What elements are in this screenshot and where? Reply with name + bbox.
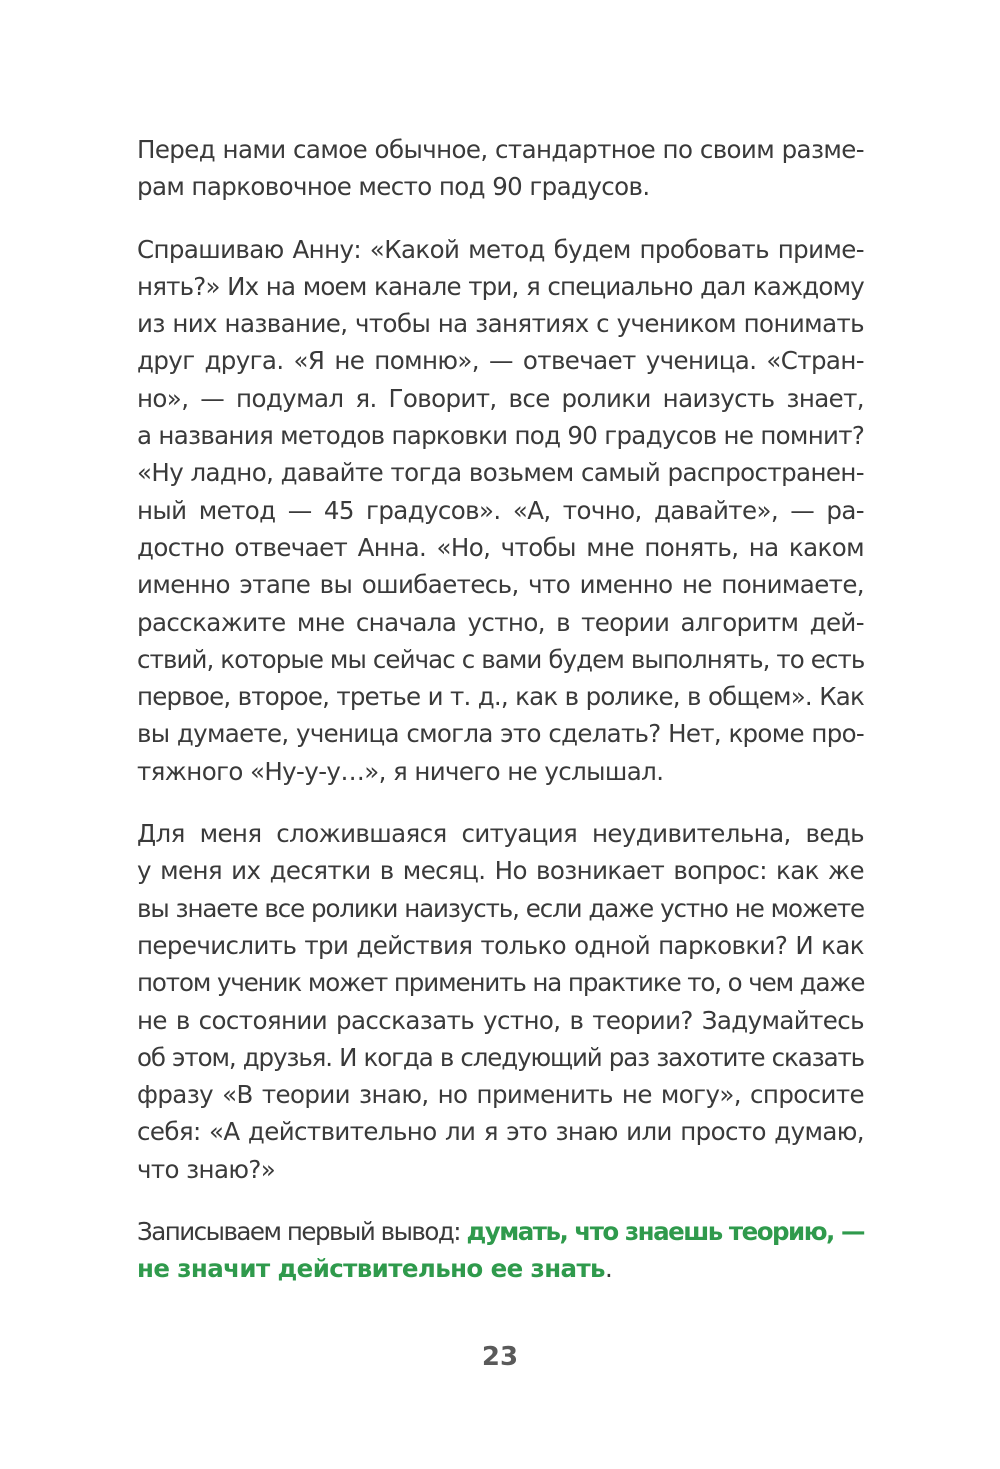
text-line: фразу «В теории знаю, но применить не могу», спросите: [137, 1080, 864, 1110]
conclusion-paragraph: [137, 1213, 864, 1288]
text-line: расскажите мне сначала устно, в теории алгоритм дей-: [137, 607, 864, 637]
text-line: ный метод — 45 градусов». «А, точно, давайте», — ра-: [137, 495, 864, 525]
text-line: нять?» Их на моем канале три, я специально дал каждому: [137, 271, 864, 301]
text-line: что знаю?»: [137, 1154, 276, 1184]
conclusion-highlight: не значит действительно ее знать: [137, 1254, 605, 1284]
conclusion-end: .: [604, 1254, 613, 1284]
conclusion-line-1: [137, 1213, 864, 1250]
text-line: Спрашиваю Анну: «Какой метод будем пробовать приме-: [137, 234, 864, 264]
text-line: Для меня сложившаяся ситуация неудивительна, ведь: [137, 819, 864, 849]
paragraph-1: [137, 131, 864, 206]
text-line: именно этапе вы ошибаетесь, что именно не понимаете,: [137, 570, 864, 600]
text-line: «Ну ладно, давайте тогда возьмем самый распространен-: [137, 458, 864, 488]
conclusion-intro: Записываем первый вывод:: [137, 1217, 467, 1247]
paragraph-2: [137, 231, 864, 790]
text-line: достно отвечает Анна. «Но, чтобы мне понять, на каком: [137, 532, 864, 562]
text-line: а названия методов парковки под 90 градусов не помнит?: [137, 421, 865, 451]
conclusion-highlight: думать, что знаешь теорию, —: [466, 1217, 864, 1247]
text-line: Перед нами самое обычное, стандартное по своим разме-: [137, 135, 864, 164]
text-line: вы знаете все ролики наизусть, если даже устно не можете: [137, 893, 864, 923]
text-line: не в состоянии рассказать устно, в теории? Задумайтесь: [137, 1005, 864, 1035]
text-line: друг друга. «Я не помню», — отвечает ученица. «Стран-: [137, 346, 864, 376]
paragraph-3: [137, 815, 864, 1188]
page-number: 23: [481, 1342, 519, 1372]
text-line: об этом, друзья. И когда в следующий раз захотите сказать: [137, 1042, 864, 1072]
text-line: потом ученик может применить на практике то, о чем даже: [137, 968, 865, 998]
text-line: вы думаете, ученица смогла это сделать? Нет, кроме про-: [137, 719, 864, 749]
text-line: себя: «А действительно ли я это знаю или просто думаю,: [137, 1117, 864, 1147]
text-line: рам парковочное место под 90 градусов.: [137, 172, 650, 202]
text-line: тяжного «Ну-у-у…», я ничего не услышал.: [137, 756, 664, 786]
page-body: [137, 131, 864, 1313]
conclusion-line-2: [137, 1250, 864, 1287]
text-line: из них название, чтобы на занятиях с учеником понимать: [137, 309, 864, 339]
text-line: первое, второе, третье и т. д., как в ролике, в общем». Как: [137, 682, 864, 712]
text-line: перечислить три действия только одной парковки? И как: [137, 930, 864, 960]
text-line: ствий, которые мы сейчас с вами будем выполнять, то есть: [137, 644, 865, 674]
text-line: у меня их десятки в месяц. Но возникает вопрос: как же: [137, 856, 864, 886]
text-line: но», — подумал я. Говорит, все ролики наизусть знает,: [137, 383, 864, 413]
